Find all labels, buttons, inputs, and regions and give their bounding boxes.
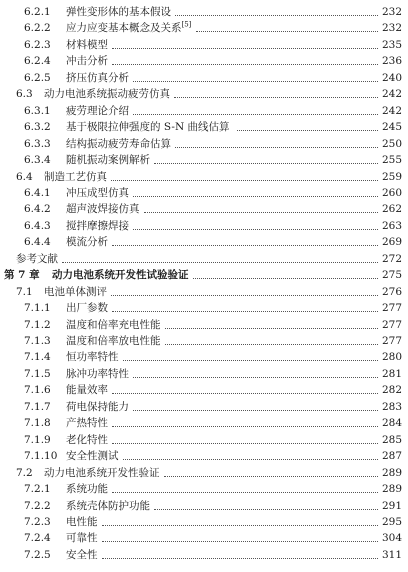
dot-leader — [133, 410, 378, 411]
dot-leader — [112, 492, 378, 493]
toc-entry-title-text: 动力电池系统开发性验证 — [44, 466, 160, 479]
dot-leader — [112, 311, 378, 312]
toc-entry-title-text: 冲击分析 — [66, 55, 108, 68]
toc-entry-number: 6.3.2 — [24, 121, 51, 134]
toc-entry-title — [66, 300, 108, 316]
toc-entry[interactable] — [0, 530, 408, 546]
toc-entry-page: 242 — [381, 104, 402, 117]
toc-entry-page: 311 — [381, 548, 402, 561]
toc-entry-number: 6.3.1 — [24, 104, 51, 117]
toc-entry-title — [66, 70, 129, 86]
toc-entry-page: 277 — [381, 335, 402, 347]
toc-entry[interactable] — [0, 382, 408, 398]
toc-entry[interactable] — [0, 251, 408, 267]
toc-entry-title — [66, 349, 119, 365]
toc-entry-page: 232 — [381, 6, 402, 18]
toc-entry-title — [66, 481, 108, 497]
toc-entry-number: 7.2.5 — [24, 548, 51, 561]
toc-entry-title-text: 挤压仿真分析 — [66, 71, 129, 84]
toc-entry-title — [66, 53, 108, 69]
toc-entry[interactable] — [0, 547, 408, 563]
toc-entry-number: 6.2.3 — [24, 38, 51, 51]
toc-entry-title-text: 疲劳理论介绍 — [66, 104, 129, 117]
toc-entry-title — [44, 284, 107, 300]
toc-entry-title — [66, 498, 150, 514]
dot-leader — [112, 426, 378, 427]
dot-leader — [133, 377, 378, 378]
toc-entry-title-text: 能量效率 — [66, 384, 108, 397]
toc-entry-page: 289 — [381, 483, 402, 496]
toc-entry-title-text: 产热特性 — [66, 417, 108, 430]
toc-entry[interactable] — [0, 53, 408, 69]
dot-leader — [196, 31, 379, 32]
toc-entry-title — [66, 119, 230, 135]
toc-entry-number: 7.1.3 — [24, 335, 51, 347]
toc-entry-title-text: 安全性 — [66, 548, 98, 561]
toc-entry-page: 282 — [381, 384, 402, 397]
dot-leader — [144, 212, 379, 213]
dot-leader — [111, 180, 378, 181]
toc-entry-title — [44, 465, 160, 481]
toc-entry-page: 291 — [381, 499, 402, 512]
dot-leader — [102, 541, 379, 542]
toc-entry-number: 7.1.8 — [24, 417, 51, 430]
toc-entry-page: 263 — [381, 219, 402, 232]
toc-entry[interactable] — [0, 152, 408, 168]
dot-leader — [112, 64, 378, 65]
dot-leader — [133, 229, 378, 230]
toc-entry-title-text: 脉冲功率特性 — [66, 367, 129, 380]
toc-entry-title-text: 荷电保持能力 — [66, 400, 129, 413]
toc-entry-title — [66, 103, 129, 119]
toc-entry-title — [66, 530, 98, 546]
toc-entry-title — [66, 152, 150, 168]
toc-entry-number: 7.1.9 — [24, 433, 51, 446]
toc-entry-page: 284 — [381, 417, 402, 430]
toc-entry[interactable] — [0, 300, 408, 316]
toc-entry-title — [66, 366, 129, 382]
toc-entry[interactable] — [0, 119, 408, 135]
dot-leader — [164, 476, 379, 477]
toc-entry-title — [66, 333, 161, 349]
dot-leader — [112, 48, 378, 49]
dot-leader — [112, 443, 378, 444]
toc-entry-page: 262 — [381, 203, 402, 216]
toc-entry-number: 7.1.2 — [24, 318, 51, 331]
toc-entry-number: 6.4.4 — [24, 236, 51, 249]
dot-leader — [165, 344, 379, 345]
toc-entry-page: 245 — [381, 121, 402, 134]
toc-entry-title — [44, 86, 170, 102]
dot-leader — [154, 509, 378, 510]
toc-entry-number: 第 7 章 — [4, 269, 40, 282]
dot-leader — [154, 163, 378, 164]
toc-entry-page: 276 — [381, 285, 402, 298]
toc-entry-page: 304 — [381, 532, 402, 545]
dot-leader — [112, 245, 378, 246]
toc-entry-title-text: 出厂参数 — [66, 302, 108, 315]
dot-leader — [112, 393, 378, 394]
citation-superscript: [5] — [181, 20, 192, 29]
toc-entry-title — [44, 169, 107, 185]
toc-entry[interactable] — [0, 103, 408, 119]
toc-entry-title — [66, 37, 108, 53]
dot-leader — [174, 97, 378, 98]
toc-entry-title-text: 恒功率特性 — [66, 351, 119, 364]
toc-entry-title-text: 模流分析 — [66, 236, 108, 249]
toc-entry-number: 6.2.1 — [24, 6, 51, 18]
toc-entry-page: 260 — [381, 186, 402, 199]
toc-entry-number: 6.2.4 — [24, 55, 51, 68]
toc-entry-title-text: 安全性测试 — [66, 450, 119, 463]
toc-entry-page: 285 — [381, 433, 402, 446]
toc-entry[interactable] — [0, 333, 408, 349]
toc-entry[interactable] — [0, 70, 408, 86]
toc-entry-page: 236 — [381, 55, 402, 68]
toc-entry-number: 7.1.7 — [24, 400, 51, 413]
toc-entry-page: 235 — [381, 38, 402, 51]
toc-entry[interactable] — [0, 185, 408, 201]
toc-entry-title-text: 可靠性 — [66, 532, 98, 545]
dot-leader — [175, 15, 378, 16]
toc-entry-number: 7.2.3 — [24, 515, 51, 528]
toc-entry-number: 6.4.2 — [24, 203, 51, 216]
toc-entry[interactable] — [0, 514, 408, 530]
toc-entry-title — [66, 317, 161, 333]
toc-entry-title-text: 冲压成型仿真 — [66, 186, 129, 199]
toc-entry-title — [66, 547, 98, 563]
toc-entry-title-text: 温度和倍率充电性能 — [66, 318, 161, 331]
dot-leader — [193, 278, 379, 279]
toc-entry-number: 6.2.2 — [24, 22, 51, 35]
toc-entry-number: 7.2.2 — [24, 499, 51, 512]
toc-entry-number: 6.4.1 — [24, 186, 51, 199]
toc-entry-title-text: 老化特性 — [66, 433, 108, 446]
toc-entry-page: 242 — [381, 88, 402, 101]
toc-entry-title — [66, 4, 171, 20]
toc-entry-title-text: 搅拌摩擦焊接 — [66, 219, 129, 232]
dot-leader — [123, 459, 379, 460]
toc-entry-title — [66, 514, 98, 530]
toc-entry[interactable] — [0, 481, 408, 497]
dot-leader — [237, 130, 379, 131]
toc-entry-title-text: 超声波焊接仿真 — [66, 203, 140, 216]
toc-entry-title — [16, 251, 58, 267]
toc-entry-page: 277 — [381, 302, 402, 315]
toc-entry[interactable] — [0, 465, 408, 481]
toc-entry-title-text: 结构振动疲劳寿命估算 — [66, 137, 171, 150]
toc-entry-number: 6.4 — [16, 170, 33, 183]
toc-entry-title-text: 随机振动案例解析 — [66, 154, 150, 167]
toc-entry-number: 7.1.5 — [24, 367, 51, 380]
toc-entry-page: 240 — [381, 71, 402, 84]
toc-entry[interactable] — [0, 37, 408, 53]
toc-entry-page: 250 — [381, 137, 402, 150]
toc-entry-title — [66, 382, 108, 398]
toc-entry[interactable] — [0, 136, 408, 152]
toc-entry[interactable] — [0, 4, 408, 20]
toc-entry-title — [66, 20, 191, 36]
dot-leader — [165, 328, 379, 329]
toc-entry-title — [66, 185, 129, 201]
dot-leader — [102, 525, 379, 526]
toc-entry[interactable] — [0, 86, 408, 102]
toc-entry-number: 7.2.1 — [24, 483, 51, 496]
toc-entry-page: 280 — [381, 351, 402, 364]
toc-entry-page: 272 — [381, 252, 402, 265]
toc-entry-number: 7.2 — [16, 466, 33, 479]
toc-entry-title — [66, 432, 108, 448]
dot-leader — [123, 360, 379, 361]
toc-entry-number: 7.1.1 — [24, 302, 51, 315]
toc-entry-number: 7.1 — [16, 285, 33, 298]
toc-entry-page: 269 — [381, 236, 402, 249]
toc-entry[interactable] — [0, 432, 408, 448]
toc-entry-title-text: 系统壳体防护功能 — [66, 499, 150, 512]
toc-entry[interactable] — [0, 20, 408, 36]
toc-entry-page: 277 — [381, 318, 402, 331]
toc-entry-page: 283 — [381, 400, 402, 413]
dot-leader — [133, 196, 378, 197]
toc-entry[interactable] — [0, 498, 408, 514]
toc-entry-page: 287 — [381, 450, 402, 463]
toc-entry-title-text: 基于极限拉伸强度的 S-N 曲线估算 — [66, 121, 230, 134]
toc-entry-title — [66, 448, 119, 464]
toc-entry-title-text: 动力电池系统开发性试验验证 — [52, 269, 189, 282]
toc-entry[interactable] — [0, 218, 408, 234]
toc-entry-number: 7.2.4 — [24, 532, 51, 545]
toc-entry-title-text: 电池单体测评 — [44, 285, 107, 298]
toc-entry[interactable] — [0, 399, 408, 415]
toc-entry-page: 295 — [381, 515, 402, 528]
toc-entry[interactable] — [0, 317, 408, 333]
toc-entry[interactable] — [0, 169, 408, 185]
toc-entry-title-text: 制造工艺仿真 — [44, 170, 107, 183]
toc-entry-number: 6.3 — [16, 88, 33, 101]
toc-entry-number: 7.1.6 — [24, 384, 51, 397]
dot-leader — [102, 558, 379, 559]
toc-entry-number: 7.1.4 — [24, 351, 51, 364]
toc-entry-title-text: 材料模型 — [66, 38, 108, 51]
toc-entry-page: 259 — [381, 170, 402, 183]
toc-entry[interactable] — [0, 415, 408, 431]
toc-entry-number: 6.4.3 — [24, 219, 51, 232]
toc-entry[interactable] — [0, 448, 408, 464]
toc-entry-page: 255 — [381, 154, 402, 167]
dot-leader — [175, 147, 378, 148]
toc-entry-page: 289 — [381, 466, 402, 479]
toc-entry[interactable] — [0, 267, 408, 283]
toc-entry-title — [52, 267, 189, 283]
dot-leader — [62, 262, 378, 263]
toc-entry[interactable] — [0, 201, 408, 217]
toc-entry[interactable] — [0, 234, 408, 250]
toc-entry[interactable] — [0, 366, 408, 382]
toc-entry-page: 281 — [381, 367, 402, 380]
toc-entry-title — [66, 415, 108, 431]
toc-entry-number: 6.3.3 — [24, 137, 51, 150]
toc-entry-page: 232 — [381, 22, 402, 35]
dot-leader — [133, 81, 378, 82]
toc-entry-title-text: 参考文献 — [16, 252, 58, 265]
toc-entry-title-text: 系统功能 — [66, 483, 108, 496]
dot-leader — [133, 114, 378, 115]
toc-entry-title — [66, 136, 171, 152]
toc-entry-title-text: 电性能 — [66, 515, 98, 528]
toc-entry-title — [66, 218, 129, 234]
toc-entry-title — [66, 399, 129, 415]
toc-entry-number: 6.2.5 — [24, 71, 51, 84]
toc-entry-title — [66, 201, 140, 217]
toc-entry-title-text: 动力电池系统振动疲劳仿真 — [44, 88, 170, 101]
toc-entry-title-text: 应力应变基本概念及关系 — [66, 22, 182, 35]
toc-entry-title — [66, 234, 108, 250]
toc-entry[interactable] — [0, 349, 408, 365]
toc-entry-number: 6.3.4 — [24, 154, 51, 167]
toc-entry-number: 7.1.10 — [24, 450, 58, 463]
toc-entry[interactable] — [0, 284, 408, 300]
toc-entry-page: 275 — [381, 269, 402, 282]
toc-entry-title-text: 弹性变形体的基本假设 — [66, 6, 171, 18]
toc-entry-title-text: 温度和倍率放电性能 — [66, 335, 161, 347]
dot-leader — [111, 295, 378, 296]
